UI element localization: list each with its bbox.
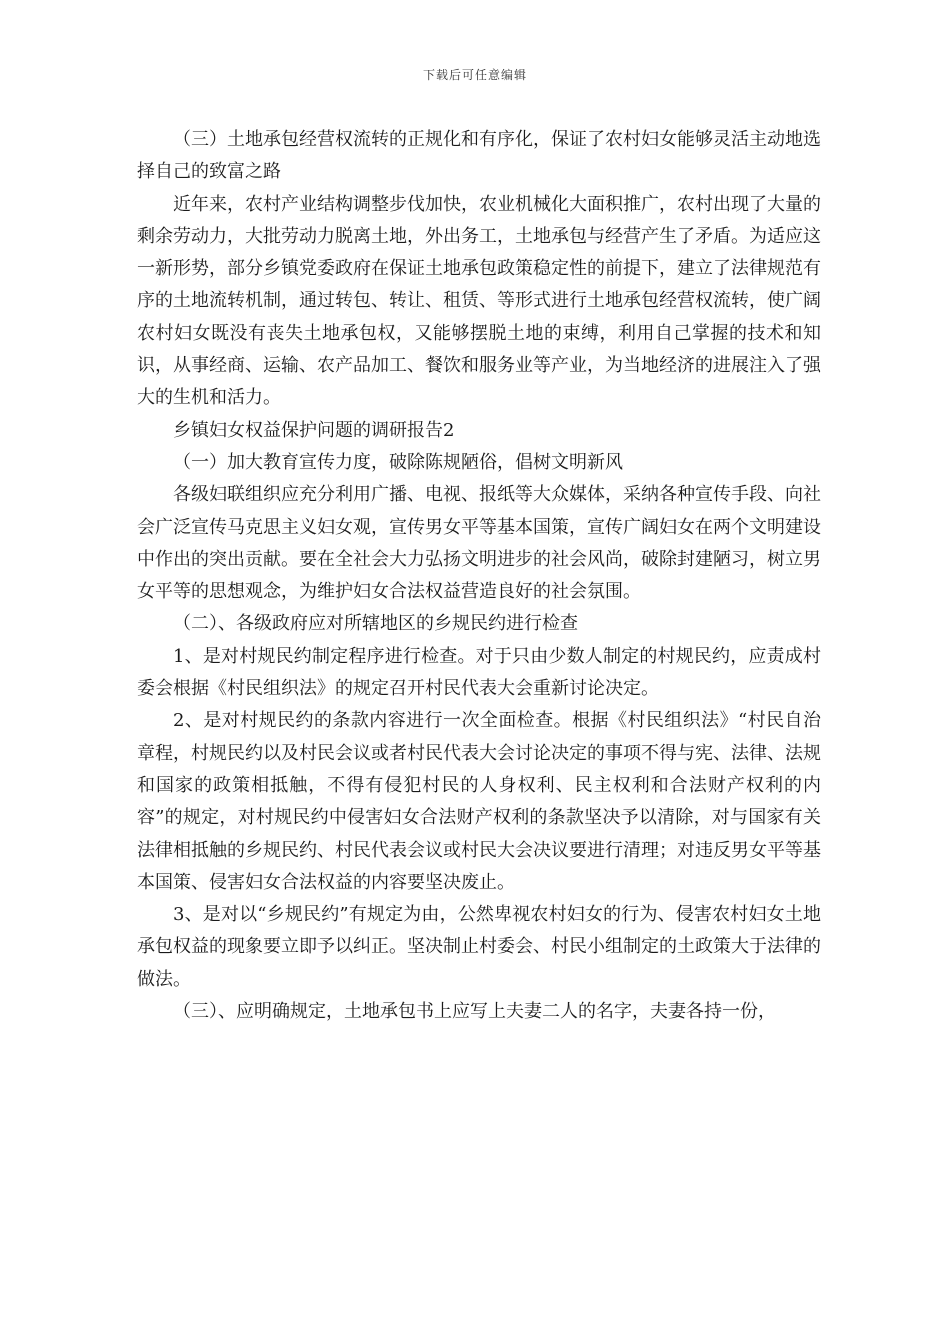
document-body (137, 124, 821, 1028)
body-paragraph: 近年来，农村产业结构调整步伐加快，农业机械化大面积推广，农村出现了大量的剩余劳动力，大批劳动力脱离土地，外出务工，土地承包与经营产生了矛盾。为适应这一新形势，部分乡镇党委政府在保证土地承包政策稳定性的前提下，建立了法律规范有序的土地流转机制，通过转包、转让、租赁、等形式进行土地承包经营权流转，使广阔农村妇女既没有丧失土地承包权，又能够摆脱土地的束缚，利用自己掌握的技术和知识，从事经商、运输、农产品加工、餐饮和服务业等产业，为当地经济的进展注入了强大的生机和活力。 (137, 193, 821, 409)
section-heading: （一）加大教育宣传力度，破除陈规陋俗，倡树文明新风 (173, 451, 623, 473)
body-paragraph: 3、是对以“乡规民约”有规定为由，公然卑视农村妇女的行为、侵害农村妇女土地承包权益的现象要立即予以纠正。坚决制止村委会、村民小组制定的土政策大于法律的做法。 (137, 904, 821, 990)
page-header: 下载后可任意编辑 (422, 68, 527, 82)
report-title: 乡镇妇女权益保护问题的调研报告2 (173, 419, 455, 441)
body-paragraph: 1、是对村规民约制定程序进行检查。对于只由少数人制定的村规民约，应责成村委会根据《村民组织法》的规定召开村民代表大会重新讨论决定。 (137, 645, 821, 700)
body-paragraph: 2、是对村规民约的条款内容进行一次全面检查。根据《村民组织法》“村民自治章程，村规民约以及村民会议或者村民代表大会讨论决定的事项不得与宪、法律、法规和国家的政策相抵触，不得有侵犯村民的人身权利、民主权利和合法财产权利的内容”的规定，对村规民约中侵害妇女合法财产权利的条款坚决予以清除，对与国家有关法律相抵触的乡规民约、村民代表会议或村民大会决议要进行清理；对违反男女平等基本国策、侵害妇女合法权益的内容要坚决废止。 (137, 710, 821, 893)
body-paragraph: 各级妇联组织应充分利用广播、电视、报纸等大众媒体，采纳各种宣传手段、向社会广泛宣传马克思主义妇女观，宣传男女平等基本国策，宣传广阔妇女在两个文明建设中作出的突出贡献。要在全社会大力弘扬文明进步的社会风尚，破除封建陋习，树立男女平等的思想观念，为维护妇女合法权益营造良好的社会氛围。 (137, 484, 821, 603)
section-heading: （三）土地承包经营权流转的正规化和有序化，保证了农村妇女能够灵活主动地选择自己的致富之路 (137, 129, 821, 183)
section-heading: （三）、应明确规定，土地承包书上应写上夫妻二人的名字，夫妻各持一份， (173, 1001, 776, 1023)
section-heading: （二）、各级政府应对所辖地区的乡规民约进行检查 (173, 613, 578, 635)
